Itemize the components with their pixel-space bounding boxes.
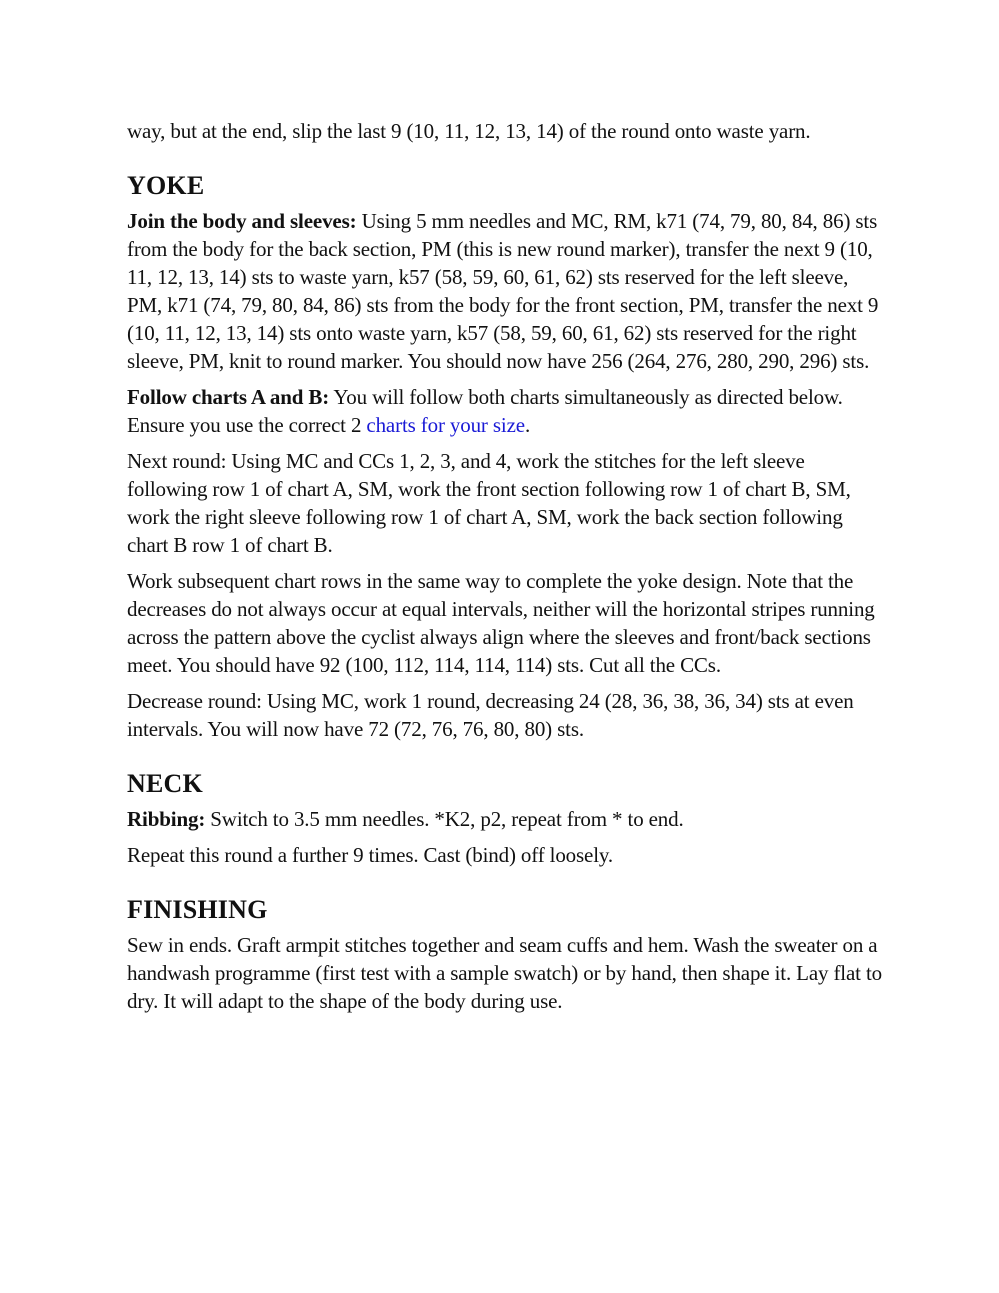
join-paragraph [127, 207, 887, 375]
section-gap [127, 877, 887, 895]
subsequent-rows-paragraph: Work subsequent chart rows in the same way to complete the yoke design. Note that the decreases do not always occur at equal intervals, neither will the horizontal stripes running across the pattern above the cyclist always align where the sleeves and front/back sections meet. You should have 92 (100, 112, 114, 114, 114) sts. Cut all the CCs. [127, 569, 875, 677]
neck-heading: NECK [127, 769, 203, 798]
charts-end: . [524, 413, 531, 437]
finishing-paragraph: Sew in ends. Graft armpit stitches together and seam cuffs and hem. Wash the sweater on a handwash programme (first test with a sample swatch) or by hand, then shape it. Lay flat to dry. It will adapt to the shape of the body during use. [127, 933, 882, 1013]
section-gap [127, 153, 887, 171]
charts-label: Follow charts A and B: [127, 385, 330, 409]
charts-paragraph [127, 383, 887, 439]
join-text: Using 5 mm needles and MC, RM, k71 (74, 79, 80, 84, 86) sts from the body for the back section, PM (this is new round marker), transfer the next 9 (10, 11, 12, 13, 14) sts to waste yarn, k57 (58, 59, 60, 61, 62) sts reserved for the left sleeve, PM, k71 (74, 79, 80, 84, 86) sts from the body for the front section, PM, transfer the next 9 (10, 11, 12, 13, 14) sts onto waste yarn, k57 (58, 59, 60, 61, 62) sts reserved for the right sleeve, PM, knit to round marker. You should now have 256 (264, 276, 280, 290, 296) sts. [127, 209, 879, 373]
join-label: Join the body and sleeves: [127, 209, 357, 233]
yoke-heading: YOKE [127, 171, 205, 200]
section-gap [127, 751, 887, 769]
charts-for-your-size-link[interactable]: charts for your size [366, 413, 525, 437]
intro-paragraph: way, but at the end, slip the last 9 (10, 11, 12, 13, 14) of the round onto waste yarn. [127, 119, 811, 143]
ribbing-text: Switch to 3.5 mm needles. *K2, p2, repeat from * to end. [205, 807, 684, 831]
repeat-paragraph: Repeat this round a further 9 times. Cast (bind) off loosely. [127, 843, 614, 867]
ribbing-label: Ribbing: [127, 807, 206, 831]
finishing-heading: FINISHING [127, 895, 268, 924]
next-round-paragraph: Next round: Using MC and CCs 1, 2, 3, and 4, work the stitches for the left sleeve following row 1 of chart A, SM, work the front section following row 1 of chart B, SM, work the right sleeve following row 1 of chart A, SM, work the back section following chart B row 1 of chart B. [127, 449, 851, 557]
document-page [127, 117, 887, 1023]
decrease-round-paragraph: Decrease round: Using MC, work 1 round, decreasing 24 (28, 36, 38, 36, 34) sts at even intervals. You will now have 72 (72, 76, 76, 80, 80) sts. [127, 689, 854, 741]
charts-text: You will follow both charts simultaneously as directed below. Ensure you use the correct 2 [127, 385, 843, 437]
ribbing-paragraph [127, 805, 887, 833]
